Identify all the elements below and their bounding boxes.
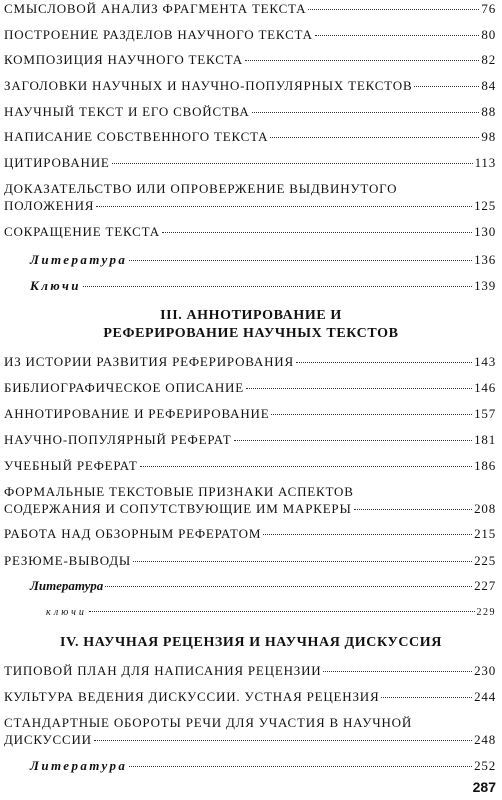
toc-entry-title-line1: СТАНДАРТНЫЕ ОБОРОТЫ РЕЧИ ДЛЯ УЧАСТИЯ В НАУЧНОЙ xyxy=(4,715,413,730)
toc-entry-title: НАУЧНЫЙ ТЕКСТ И ЕГО СВОЙСТВА xyxy=(4,104,250,119)
dot-leader xyxy=(96,206,472,207)
dot-leader xyxy=(354,509,472,510)
toc-entry-page: 186 xyxy=(474,458,496,473)
toc-entry xyxy=(4,353,496,370)
dot-leader xyxy=(129,766,472,767)
toc-entry-page: 229 xyxy=(476,607,496,618)
toc-entry-literature xyxy=(30,757,496,774)
dot-leader xyxy=(296,362,472,363)
toc-entry-title: КУЛЬТУРА ВЕДЕНИЯ ДИСКУССИИ. УСТНАЯ РЕЦЕНЗИЯ xyxy=(4,689,380,704)
dot-leader xyxy=(94,740,472,741)
toc-entry-title-line2: ПОЛОЖЕНИЯ xyxy=(4,198,95,213)
dot-leader xyxy=(270,137,479,138)
toc-entry-title: ТИПОВОЙ ПЛАН ДЛЯ НАПИСАНИЯ РЕЦЕНЗИИ xyxy=(4,663,322,678)
toc-entry-page: 82 xyxy=(481,52,496,67)
toc-entry-title: Литература xyxy=(30,252,128,267)
toc-entry-title: ЗАГОЛОВКИ НАУЧНЫХ И НАУЧНО-ПОПУЛЯРНЫХ ТЕКСТОВ xyxy=(4,78,413,93)
toc-entry-title-line2: СОДЕРЖАНИЯ И СОПУТСТВУЮЩИЕ ИМ МАРКЕРЫ xyxy=(4,501,352,516)
toc-entry-page: 252 xyxy=(474,758,496,773)
section-heading xyxy=(0,634,502,652)
toc-entry-title: Литература xyxy=(30,578,104,593)
toc-entry-page: 227 xyxy=(474,578,496,593)
dot-leader xyxy=(245,60,479,61)
toc-entry xyxy=(4,379,496,396)
toc-entry-title: СМЫСЛОВОЙ АНАЛИЗ ФРАГМЕНТА ТЕКСТА xyxy=(4,1,307,16)
toc-entry xyxy=(4,154,496,171)
toc-entry-title: НАУЧНО-ПОПУЛЯРНЫЙ РЕФЕРАТ xyxy=(4,432,232,447)
toc-entry-page: 113 xyxy=(474,155,496,170)
toc-entry xyxy=(4,662,496,679)
toc-entry xyxy=(4,405,496,422)
dot-leader xyxy=(234,440,473,441)
toc-entry xyxy=(4,525,496,542)
toc-entry-page: 136 xyxy=(474,252,496,267)
toc-entry-page: 98 xyxy=(481,129,496,144)
section-heading-line1: III. АННОТИРОВАНИЕ И xyxy=(160,308,342,323)
toc-entry-title-line1: ДОКАЗАТЕЛЬСТВО ИЛИ ОПРОВЕРЖЕНИЕ ВЫДВИНУТОГО xyxy=(4,181,398,196)
toc-entry xyxy=(4,51,496,68)
toc-entry xyxy=(4,688,496,705)
toc-entry-page: 125 xyxy=(474,198,496,213)
section-heading xyxy=(0,307,502,343)
dot-leader xyxy=(133,561,472,562)
toc-entry-page: 181 xyxy=(474,432,496,447)
toc-entry xyxy=(4,180,496,214)
toc-entry-literature xyxy=(30,577,496,594)
toc-entry xyxy=(4,26,496,43)
dot-leader xyxy=(252,112,480,113)
toc-entry-title: ключи xyxy=(46,607,87,618)
dot-leader xyxy=(271,414,472,415)
toc-entry-title-line1: ФОРМАЛЬНЫЕ ТЕКСТОВЫЕ ПРИЗНАКИ АСПЕКТОВ xyxy=(4,484,354,499)
dot-leader xyxy=(83,286,472,287)
toc-entry-page: 88 xyxy=(481,104,496,119)
toc-entry-page: 208 xyxy=(474,501,496,516)
toc-entry-page: 76 xyxy=(481,1,496,16)
toc-entry xyxy=(4,128,496,145)
toc-entry-page: 157 xyxy=(474,406,496,421)
toc-entry xyxy=(4,552,496,569)
section-heading-line2: РЕФЕРИРОВАНИЕ НАУЧНЫХ ТЕКСТОВ xyxy=(103,326,399,341)
toc-entry-page: 244 xyxy=(474,689,496,704)
toc-entry-page: 215 xyxy=(474,526,496,541)
toc-entry xyxy=(4,223,496,240)
toc-entry-title: РАБОТА НАД ОБЗОРНЫМ РЕФЕРАТОМ xyxy=(4,526,262,541)
toc-entry-title: ЦИТИРОВАНИЕ xyxy=(4,155,110,170)
toc-entry-title: КОМПОЗИЦИЯ НАУЧНОГО ТЕКСТА xyxy=(4,52,243,67)
dot-leader xyxy=(308,9,479,10)
toc-entry-title: ИЗ ИСТОРИИ РАЗВИТИЯ РЕФЕРИРОВАНИЯ xyxy=(4,354,294,369)
toc-entry-title: СОКРАЩЕНИЕ ТЕКСТА xyxy=(4,224,160,239)
toc-entry-literature xyxy=(30,251,496,268)
dot-leader xyxy=(263,534,472,535)
dot-leader xyxy=(89,611,475,612)
toc-entry-page: 139 xyxy=(474,278,496,293)
toc-entry-title: РЕЗЮМЕ-ВЫВОДЫ xyxy=(4,553,132,568)
toc-entry-title: БИБЛИОГРАФИЧЕСКОЕ ОПИСАНИЕ xyxy=(4,380,244,395)
dot-leader xyxy=(414,86,479,87)
dot-leader xyxy=(112,163,473,164)
dot-leader xyxy=(129,260,472,261)
toc-entry xyxy=(4,431,496,448)
dot-leader xyxy=(162,232,472,233)
dot-leader xyxy=(315,35,480,36)
toc-entry-title: Литература xyxy=(30,758,128,773)
toc-entry xyxy=(4,483,496,517)
toc-entry-title: ПОСТРОЕНИЕ РАЗДЕЛОВ НАУЧНОГО ТЕКСТА xyxy=(4,27,313,42)
dot-leader xyxy=(246,388,472,389)
page-number: 287 xyxy=(472,779,496,795)
toc-entry-page: 130 xyxy=(474,224,496,239)
toc-entry xyxy=(4,714,496,748)
toc-entry xyxy=(4,77,496,94)
dot-leader xyxy=(140,466,473,467)
toc-entry-page: 80 xyxy=(481,27,496,42)
toc-entry-keys xyxy=(30,277,496,294)
toc-entry-title: УЧЕБНЫЙ РЕФЕРАТ xyxy=(4,458,138,473)
toc-entry xyxy=(4,103,496,120)
toc-entry xyxy=(4,0,496,17)
toc-entry-page: 143 xyxy=(474,354,496,369)
toc-entry-title-line2: ДИСКУССИИ xyxy=(4,732,92,747)
toc-entry-keys xyxy=(46,604,496,621)
dot-leader xyxy=(323,671,472,672)
dot-leader xyxy=(105,586,472,587)
toc-entry-page: 146 xyxy=(474,380,496,395)
section-heading-line1: IV. НАУЧНАЯ РЕЦЕНЗИЯ И НАУЧНАЯ ДИСКУССИЯ xyxy=(60,635,442,650)
toc-entry-page: 230 xyxy=(474,663,496,678)
dot-leader xyxy=(381,697,472,698)
toc-entry-page: 225 xyxy=(474,553,496,568)
toc-entry-page: 84 xyxy=(481,78,496,93)
toc-entry-page: 248 xyxy=(474,732,496,747)
toc-entry-title: НАПИСАНИЕ СОБСТВЕННОГО ТЕКСТА xyxy=(4,129,269,144)
toc-entry-title: Ключи xyxy=(30,278,81,293)
toc-entry xyxy=(4,457,496,474)
toc-entry-title: АННОТИРОВАНИЕ И РЕФЕРИРОВАНИЕ xyxy=(4,406,270,421)
